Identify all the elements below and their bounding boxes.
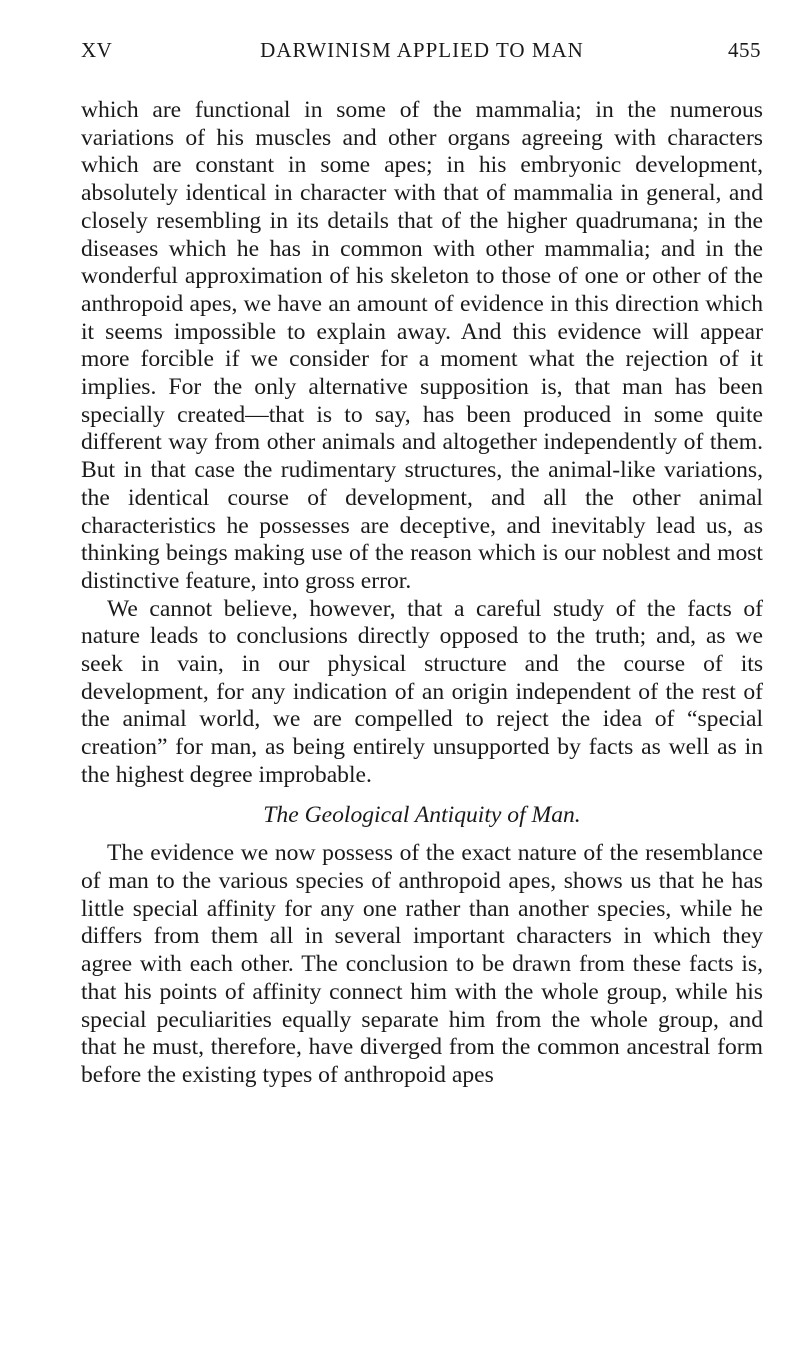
paragraph: We cannot believe, however, that a careful study of the facts of nature leads to conclusions directly opposed to the truth; and, as we seek in vain, in our physical structure and the course of its development, for any indication of an origin independent of the rest of the animal world, we are compelled to reject the idea of “special creation” for man, as being entirely unsupported by facts as well as in the highest degree improbable.	[81, 595, 763, 788]
running-title: DARWINISM APPLIED TO MAN	[260, 38, 584, 62]
paragraph: The evidence we now possess of the exact nature of the resemblance of man to the various species of anthropoid apes, shows us that he has little special affinity for any one rather than another species, while he differs from them all in several important characters in which they agree with each other. The conclusion to be drawn from these facts is, that his points of affinity connect him with the whole group, while his special peculiarities equally separate him from the whole group, and that he must, therefore, have diverged from the common ancestral form before the existing types of anthropoid apes	[81, 840, 763, 1088]
paragraph-continued: which are functional in some of the mammalia; in the numerous variations of his muscles and other organs agreeing with characters which are constant in some apes; in his embryonic development, absolutely identical in character with that of mammalia in general, and closely resembling in its details that of the higher quadrumana; in the diseases which he has in common with other mammalia; and in the wonderful approximation of his skeleton to those of one or other of the anthropoid apes, we have an amount of evidence in this direction which it seems impossible to explain away. And this evidence will appear more forcible if we consider for a moment what the rejection of it implies. For the only alternative supposition is, that man has been specially created—that is to say, has been produced in some quite different way from other animals and altogether independently of them. But in that case the rudimentary structures, the animal-like variations, the identical course of development, and all the other animal characteristics he possesses are deceptive, and inevitably lead us, as thinking beings making use of the reason which is our noblest and most distinctive feature, into gross error.	[81, 97, 763, 594]
running-header	[81, 38, 763, 72]
book-page	[81, 38, 763, 1090]
body-text	[81, 97, 763, 1090]
section-heading: The Geological Antiquity of Man.	[263, 801, 581, 828]
page-number: 455	[728, 38, 761, 62]
chapter-number: XV	[81, 38, 113, 62]
